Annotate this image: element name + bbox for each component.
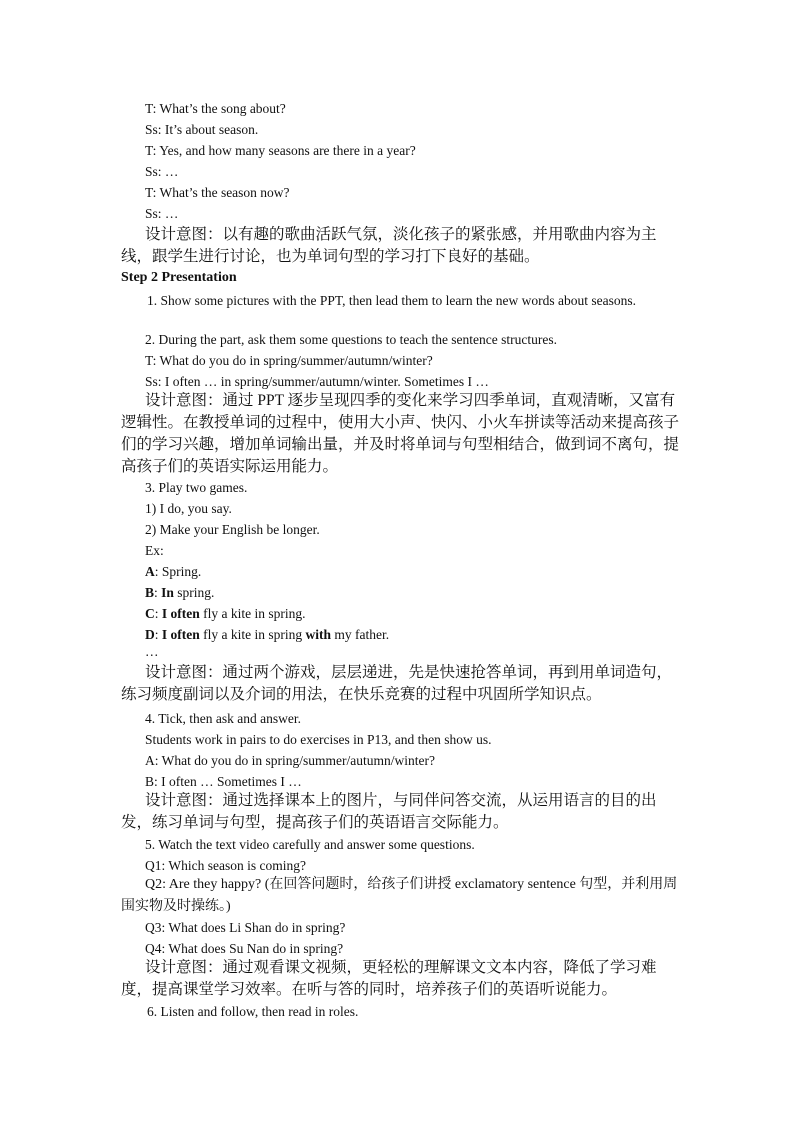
- dialogue-line: T: Yes, and how many seasons are there in a year?: [145, 143, 416, 158]
- example-line-d: D: I often fly a kite in spring with my father.: [145, 627, 390, 642]
- question-line: Q4: What does Su Nan do in spring?: [145, 941, 344, 956]
- dialogue-line: A: What do you do in spring/summer/autumn/winter?: [145, 753, 435, 768]
- question-line: Q1: Which season is coming?: [145, 858, 306, 873]
- speaker-label: D: [145, 627, 155, 642]
- question-paragraph: Q2: Are they happy? (在回答问题时，给孩子们讲授 exclamatory sentence 句型，并利用周围实物及时操练。): [121, 877, 678, 914]
- instruction-line: 3. Play two games.: [145, 480, 248, 495]
- example-line-a: A: Spring.: [145, 564, 202, 579]
- dialogue-line: Ss: …: [145, 164, 179, 179]
- design-intent-paragraph: 设计意图：通过两个游戏，层层递进，先是快速抢答单词，再到用单词造句，练习频度副词以及介词的用法，在快乐竞赛的过程中巩固所学知识点。: [121, 664, 673, 703]
- example-label: Ex:: [145, 543, 164, 558]
- ellipsis: …: [145, 644, 159, 659]
- question-line: Q3: What does Li Shan do in spring?: [145, 920, 346, 935]
- dialogue-line: T: What’s the song about?: [145, 101, 286, 116]
- instruction-line: 5. Watch the text video carefully and answer some questions.: [145, 837, 475, 852]
- dialogue-line: Ss: It’s about season.: [145, 122, 259, 137]
- example-line-c: C: I often fly a kite in spring.: [145, 606, 306, 621]
- dialogue-line: Ss: …: [145, 206, 179, 221]
- speaker-label: B: [145, 585, 155, 600]
- instruction-line: 1) I do, you say.: [145, 501, 232, 516]
- design-intent-paragraph: 设计意图：通过选择课本上的图片，与同伴问答交流，从运用语言的目的出发，练习单词与句型，提高孩子们的英语语言交际能力。: [121, 792, 657, 831]
- instruction-line: 4. Tick, then ask and answer.: [145, 711, 301, 726]
- step-heading: Step 2 Presentation: [121, 270, 237, 285]
- dialogue-line: B: I often … Sometimes I …: [145, 774, 302, 789]
- dialogue-line: T: What do you do in spring/summer/autumn/winter?: [145, 353, 433, 368]
- instruction-line: 2) Make your English be longer.: [145, 522, 320, 537]
- dialogue-line: T: What’s the season now?: [145, 185, 290, 200]
- speaker-label: A: [145, 564, 155, 579]
- instruction-line: 2. During the part, ask them some questions to teach the sentence structures.: [145, 332, 558, 347]
- design-intent-paragraph: 设计意图：通过观看课文视频，更轻松的理解课文文本内容，降低了学习难度，提高课堂学习效率。在听与答的同时，培养孩子们的英语听说能力。: [121, 959, 657, 998]
- design-intent-paragraph: 设计意图：通过 PPT 逐步呈现四季的变化来学习四季单词，直观清晰，又富有逻辑性。在教授单词的过程中，使用大小声、快闪、小火车拼读等活动来提高孩子们的学习兴趣，增加单词输出量，并及时将单词与句型相结合，做到词不离句，提高孩子们的英语实际运用能力。: [121, 392, 680, 475]
- instruction-line: Students work in pairs to do exercises in P13, and then show us.: [145, 732, 492, 747]
- speaker-label: C: [145, 606, 155, 621]
- example-line-b: B: In spring.: [145, 585, 215, 600]
- instruction-line: 6. Listen and follow, then read in roles.: [147, 1004, 359, 1019]
- dialogue-line: Ss: I often … in spring/summer/autumn/winter. Sometimes I …: [145, 374, 489, 389]
- design-intent-paragraph: 设计意图：以有趣的歌曲活跃气氛，淡化孩子的紧张感，并用歌曲内容为主线，跟学生进行讨论，也为单词句型的学习打下良好的基础。: [121, 226, 657, 265]
- instruction-paragraph: 1. Show some pictures with the PPT, then lead them to learn the new words about seasons.: [147, 293, 637, 308]
